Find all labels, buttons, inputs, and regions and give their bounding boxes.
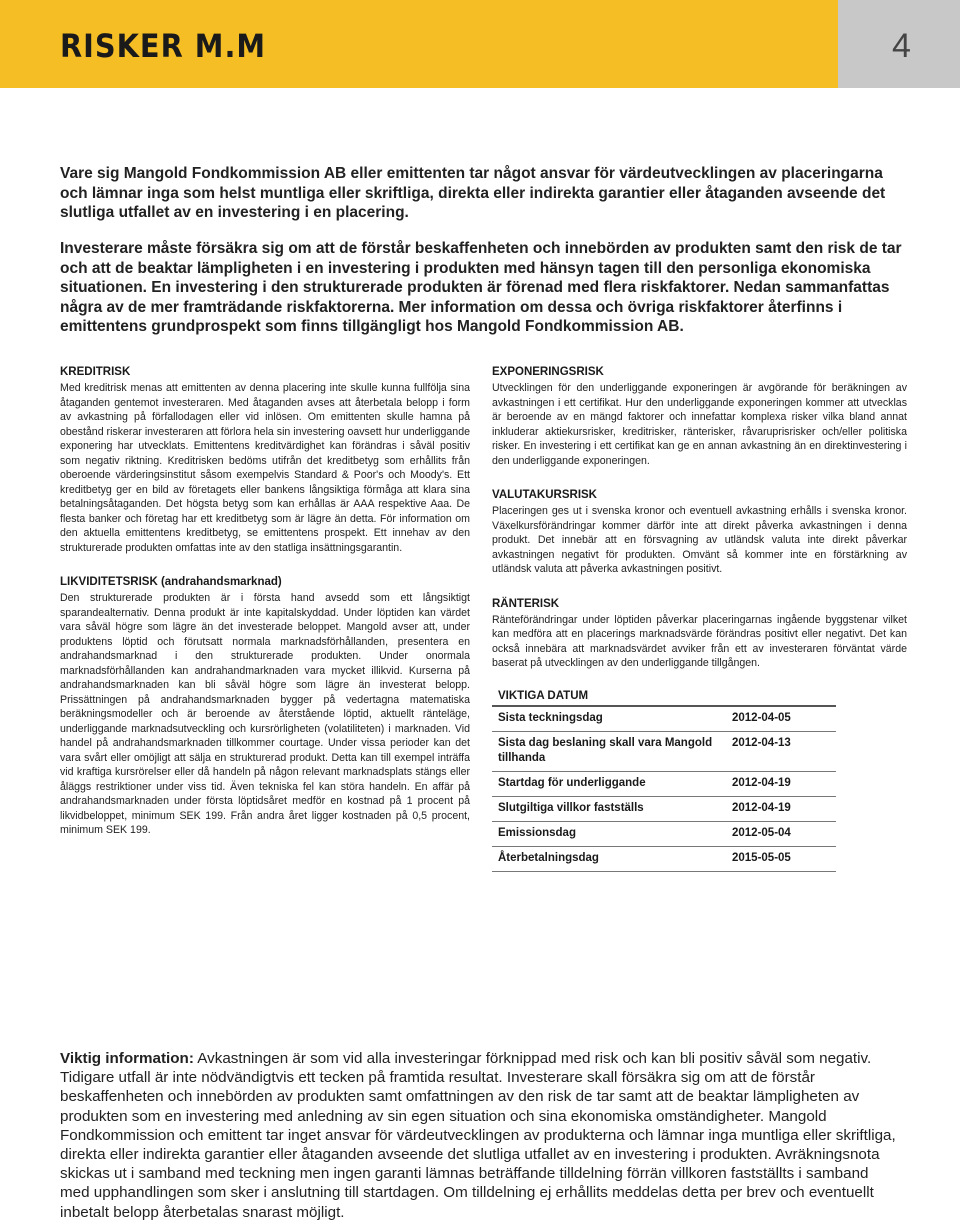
section-title-ranterisk: RÄNTERISK bbox=[492, 597, 560, 610]
date-value: 2012-04-05 bbox=[726, 706, 836, 732]
page-header bbox=[0, 0, 960, 88]
important-dates-table bbox=[492, 686, 836, 872]
table-row bbox=[492, 772, 836, 797]
important-information-footer bbox=[60, 1049, 902, 1222]
date-label: Återbetalningsdag bbox=[492, 847, 726, 872]
table-row bbox=[492, 797, 836, 822]
section-body-ranterisk: Ränteförändringar under löptiden påverkar placeringarnas ingående byggstenar vilket kan medföra att en placerings marknadsvärde förändras positivt eller negativt. Det kan också innebära att marknadsvärdet avviker från ett av investeraren förväntat värde baserat på utvecklingen av den underliggande tillgången. bbox=[492, 613, 907, 669]
section-title-valutakursrisk: VALUTAKURSRISK bbox=[492, 489, 597, 501]
section-body-kreditrisk: Med kreditrisk menas att emittenten av denna placering inte skulle kunna fullfölja sina åtaganden gentemot investeraren. Med åtaganden avses att återbetala belopp i form av avkastning på förfallodagen eller vid inlösen. Om emittenten skulle hamna på obestånd riskerar investeraren att förlora hela sin investering oavsett hur underliggande exponering har utvecklats. Emittentens kreditvärdighet kan förändras i såväl positiv som negativ riktning. Kreditrisken bedöms utifrån det kreditbetyg som erhållits från oberoende värderingsinstitut såsom exempelvis Standard & Poor's och Moody's. Ett kreditbetyg ger en bild av företagets eller bankens långsiktiga förmåga att klara sina betalningsåtaganden. Det högsta betyg som kan erhållas är AAA respektive Aaa. De flesta banker och företag har ett kreditbetyg som är lägre än detta. För information om den aktuella emittentens kreditbetyg, se emittentens prospekt. Ett innehav av den strukturerade produkten omfattas inte av den statliga insättningsgarantin. bbox=[60, 382, 470, 554]
date-value: 2012-04-13 bbox=[726, 732, 836, 772]
table-row bbox=[492, 732, 836, 772]
date-value: 2012-04-19 bbox=[726, 772, 836, 797]
date-label: Sista teckningsdag bbox=[492, 706, 726, 732]
table-row bbox=[492, 706, 836, 732]
section-title-exponeringsrisk: EXPONERINGSRISK bbox=[492, 366, 604, 378]
date-label: Emissionsdag bbox=[492, 822, 726, 847]
date-value: 2015-05-05 bbox=[726, 847, 836, 872]
table-row bbox=[492, 847, 836, 872]
footer-text: Avkastningen är som vid alla investeringar förknippad med risk och kan bli positiv såväl som negativ. Tidigare utfall är inte nödvändigtvis ett tecken på framtida resultat. Investerare skall försäkra sig om att de förstår beskaffenheten och innebörden av produkten samt omfattningen av den risk de tar samt att de beaktar lämpligheten av produkten som en investering med anledning av sin egen situation och sina ekonomiska omständigheter. Mangold Fondkommission och emittent tar inget ansvar för värdeutvecklingen av produkterna och lämnar inga muntliga eller skriftliga, direkta eller indirekta garantier eller åtaganden avseende det slutliga utfallet av en investering i produkten. Avräkningsnota skickas ut i samband med teckning men ingen garanti lämnas beträffande tilldelning förrän villkoren fastställts i samband med upphandlingen som sker i anslutning till startdagen. Om tilldelning ej erhållits meddelas detta per brev och eventuellt inbetalt belopp återbetalas snarast möjligt. bbox=[60, 1050, 896, 1221]
intro-paragraph-disclaimer: Vare sig Mangold Fondkommission AB eller emittenten tar något ansvar för värdeutvecklingen av placeringarna och lämnar inga som helst muntliga eller skriftliga, direkta eller indirekta garantier eller åtaganden avseende det slutliga utfallet av en investering i en placering. bbox=[60, 165, 886, 221]
section-body-exponeringsrisk: Utvecklingen för den underliggande exponeringen är avgörande för beräkningen av avkastningen i ett certifikat. Hur den underliggande exponeringen kommer att utvecklas är beroende av en mängd faktorer och innefattar komplexa risker vilka bland annat inkluderar aktiekursrisker, kreditrisker, ränterisker, råvaruprisrisker och/eller politiska risker. En investering i ett certifikat kan ge en annan avkastning än en direktinvestering i den underliggande exponeringen. bbox=[492, 382, 907, 467]
date-value: 2012-04-19 bbox=[726, 797, 836, 822]
table-heading: VIKTIGA DATUM bbox=[492, 686, 836, 706]
page-number: 4 bbox=[892, 27, 911, 65]
section-body-valutakursrisk: Placeringen ges ut i svenska kronor och eventuell avkastning erhålls i svenska kronor. Växelkursförändringar kommer därför inte att direkt påverka avkastningen i denna produkt. Det innebär att en försvagning av utländsk valuta inte direkt påverkar avkastningen negativt för produkten. Omvänt så kommer inte en förstärkning av utländsk valuta att påverka avkastningen positivt. bbox=[492, 505, 907, 575]
right-column bbox=[492, 365, 907, 691]
left-column bbox=[60, 365, 470, 858]
table-header-row bbox=[492, 686, 836, 706]
page-title: RISKER M.M bbox=[60, 27, 267, 65]
intro-paragraph-risks: Investerare måste försäkra sig om att de förstår beskaffenheten och innebörden av produkten samt den risk de tar och att de beaktar lämpligheten i en investering i produkten med hänsyn tagen till den personliga ekonomiska situationen. En investering i den strukturerade produkten är förenad med flera riskfaktorer. Nedan sammanfattas några av de mer framträdande riskfaktorerna. Mer information om dessa och övriga riskfaktorer återfinns i emittentens grundprospekt som finns tillgängligt hos Mangold Fondkommission AB. bbox=[60, 240, 902, 335]
date-label: Startdag för underliggande bbox=[492, 772, 726, 797]
date-value: 2012-05-04 bbox=[726, 822, 836, 847]
date-label: Slutgiltiga villkor fastställs bbox=[492, 797, 726, 822]
section-title-likviditetsrisk: LIKVIDITETSRISK (andrahandsmarknad) bbox=[60, 576, 282, 588]
date-label: Sista dag beslaning skall vara Mangold tillhanda bbox=[492, 732, 726, 772]
table-row bbox=[492, 822, 836, 847]
footer-label: Viktig information: bbox=[60, 1050, 194, 1067]
section-title-kreditrisk: KREDITRISK bbox=[60, 366, 131, 378]
section-body-likviditetsrisk: Den strukturerade produkten är i första hand avsedd som ett långsiktigt sparandealternativ. Denna produkt är inte kapitalskyddad. Under löptiden kan värdet vara såväl högre som lägre än det investerade beloppet. Mangold avser att, under produktens löptid och förutsatt normala marknadsförhållanden, presentera en andrahandsmarknad i den strukturerade produkten. Under onormala marknadsförhållanden kan andrahandmarknaden vara mycket illikvid. Kurserna på andrahandsmarknaden kan bli såväl högre som lägre än investerat belopp. Prissättningen på andrahandsmarknaden bygger på vedertagna matematiska beräkningsmodeller och är beroende av återstående löptid, aktuellt ränteläge, underliggande marknadsutveckling och kursrörligheten (volatiliteten) i marknaden. Vid handel på andrahandsmarknaden tillkommer courtage. Under vissa perioder kan det vara svårt eller omöjligt att sälja en strukturerad produkt. Detta kan till exempel inträffa vid kraftiga kursrörelser eller då handeln på någon relevant marknadsplats stängs eller åläggs restriktioner under viss tid. Även tekniska fel kan störa handeln. En affär på andrahandsmarknaden under första löptidsåret medför en kostnad på 1 procent på likvidbeloppet, minimum SEK 199. Från andra året ligger kostnaden på 0,5 procent, minimum SEK 199. bbox=[60, 592, 470, 836]
